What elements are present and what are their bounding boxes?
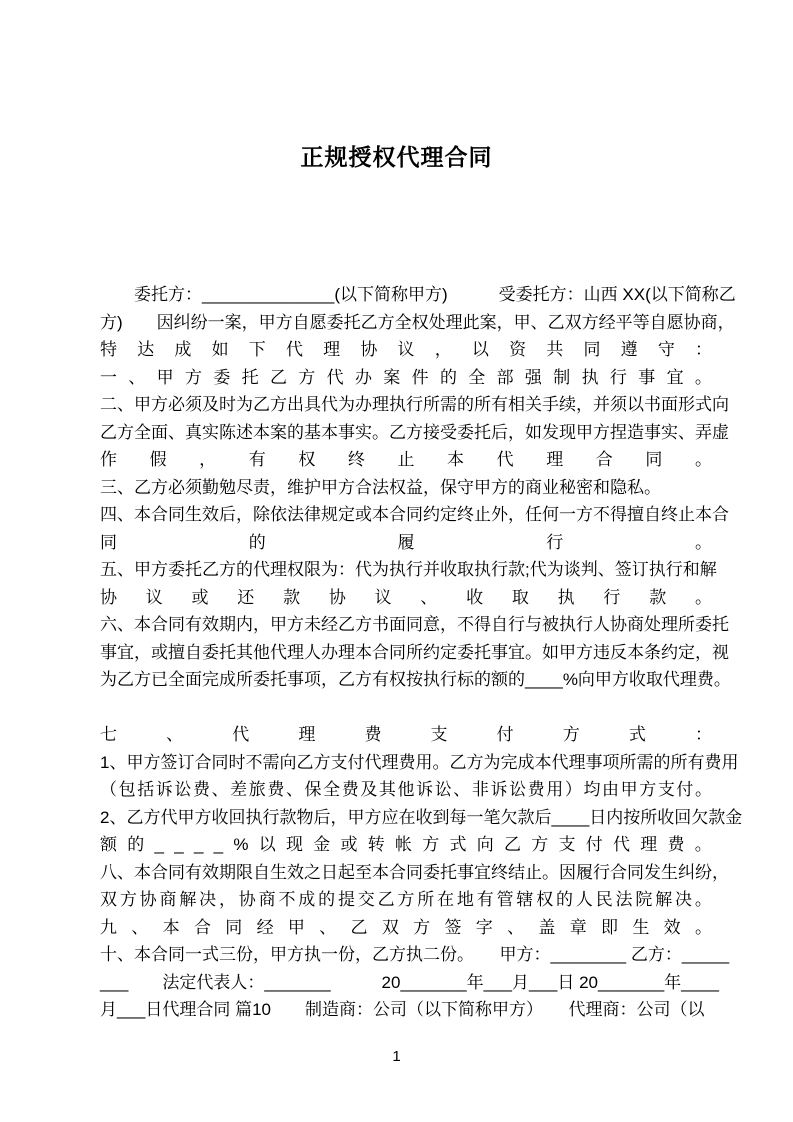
doc-char: 部 (496, 367, 514, 387)
doc-char: 制 (553, 367, 571, 387)
doc-char: 帐 (395, 835, 412, 854)
doc-char: 同 (100, 532, 117, 552)
doc-char: 的 (318, 890, 336, 909)
doc-char: 共 (546, 340, 564, 359)
doc-char: 止 (397, 450, 415, 469)
doc-char: 或 (340, 835, 358, 854)
doc-char: 费 (192, 780, 210, 799)
doc-line (100, 529, 712, 557)
doc-line (100, 694, 712, 722)
doc-char: 转 (367, 835, 385, 854)
doc-char: _ (193, 835, 204, 854)
doc-char: 讼 (509, 780, 527, 799)
doc-char: 。 (694, 587, 712, 607)
doc-char: 代 (496, 450, 514, 469)
doc-char: 、 (319, 917, 337, 937)
doc-char: 九 (100, 917, 117, 937)
doc-char: 达 (137, 340, 155, 359)
doc-char: 理 (323, 340, 341, 359)
doc-char: 宜 (666, 367, 684, 387)
doc-line: 五、甲方委托乙方的代理权限为：代为执行并收取执行款;代为谈判、签订执行和解 (100, 560, 717, 579)
doc-char: 方 (531, 835, 549, 854)
doc-char: 不 (278, 890, 296, 909)
doc-char: ， (199, 450, 217, 469)
doc-char: 方 (562, 725, 580, 744)
doc-char: % (233, 835, 249, 854)
doc-char: 式 (628, 725, 646, 744)
doc-char: 特 (100, 340, 117, 359)
doc-char: 协 (328, 587, 346, 607)
doc-char: 款 (649, 587, 667, 607)
doc-char: 议 (145, 587, 163, 607)
doc-line (100, 446, 712, 474)
doc-char: 本 (162, 917, 180, 937)
doc-char: 费 (364, 725, 382, 744)
doc-char: 决 (199, 890, 217, 909)
doc-char: 。 (694, 367, 712, 387)
doc-char: 协 (139, 890, 157, 909)
doc-char: 费 (341, 780, 359, 799)
doc-line: 2、乙方代甲方收回执行款物后，甲方应在收到每一笔欠款后____日内按所收回欠款金 (100, 807, 743, 827)
doc-char: 讼 (434, 780, 452, 799)
doc-char: 遵 (620, 340, 638, 359)
doc-char: 行 (546, 532, 564, 552)
doc-char: 字 (475, 917, 493, 937)
doc-char: 方 (639, 780, 657, 799)
doc-char: 付 (496, 725, 514, 744)
doc-char: 有 (476, 890, 494, 909)
doc-char: 、 (128, 367, 146, 387)
doc-char: 全 (468, 367, 486, 387)
doc-line: 为乙方已全面完成所委托事项，乙方有权按执行标的额的____%向甲方收取代理费。 (100, 670, 731, 689)
doc-char: 的 (439, 367, 457, 387)
doc-char: 、 (285, 780, 303, 799)
doc-line: 1、甲方签订合同时不需向乙方支付代理费用。乙方为完成本代理事项所需的所有费用 (100, 752, 739, 772)
doc-char: ： (694, 725, 712, 744)
doc-char: 执 (557, 587, 575, 607)
doc-char: 商 (159, 890, 177, 909)
doc-char: 现 (286, 835, 303, 854)
doc-char: ） (564, 780, 582, 799)
doc-line (100, 584, 712, 612)
doc-line (100, 831, 712, 859)
doc-char: 用 (546, 780, 564, 799)
doc-char: 其 (378, 780, 396, 799)
doc-char: 一 (100, 367, 117, 387)
doc-char: 以 (471, 340, 489, 359)
doc-char: _ (154, 835, 164, 854)
doc-char: 付 (585, 835, 603, 854)
doc-char: _ (213, 835, 224, 854)
doc-char: 费 (267, 780, 285, 799)
doc-char: 收 (466, 587, 484, 607)
doc-line: 三、乙方必须勤勉尽责，维护甲方合法权益，保守甲方的商业秘密和隐私。 (100, 477, 661, 497)
document-body (100, 281, 743, 1024)
doc-char: 本 (447, 450, 465, 469)
doc-char: 方 (119, 890, 137, 909)
document-title: 正规授权代理合同 (300, 144, 493, 170)
doc-char: 七 (100, 725, 117, 744)
doc-char: 的 (556, 890, 574, 909)
doc-char: 包 (118, 780, 136, 799)
doc-line: 月___日代理合同 篇10 制造商：公司（以下简称甲方） 代理商：公司（以 (100, 1000, 705, 1019)
doc-char: 还 (237, 587, 255, 607)
doc-char: 费 (667, 835, 685, 854)
doc-char: 理 (640, 835, 658, 854)
doc-char: 、 (166, 725, 184, 744)
doc-char: 非 (471, 780, 489, 799)
doc-char: 差 (230, 780, 248, 799)
doc-char: 式 (449, 835, 467, 854)
doc-char: 支 (430, 725, 448, 744)
doc-char: 即 (601, 917, 618, 937)
doc-char: 。 (694, 917, 712, 937)
doc-char: 交 (357, 890, 375, 909)
doc-char: 的 (248, 532, 266, 552)
doc-char: 支 (657, 780, 675, 799)
doc-line: 方) 因纠纷一案，甲方自愿委托乙方全权处理此案，甲、乙双方经平等自愿协商， (100, 312, 735, 332)
doc-char: 。 (694, 450, 712, 469)
doc-line: 乙方全面、真实陈述本案的基本事实。乙方接受委托后，如发现甲方捏造事实、弄虚 (100, 422, 729, 442)
doc-char: 代 (232, 725, 250, 744)
doc-char: 解 (179, 890, 197, 909)
doc-char: 人 (575, 890, 593, 909)
doc-char: 。 (694, 835, 712, 854)
doc-char: 院 (635, 890, 653, 909)
doc-char: 在 (437, 890, 455, 909)
doc-char: ： (695, 340, 712, 359)
doc-char: 理 (298, 725, 316, 744)
doc-char: 效 (663, 917, 681, 937)
doc-char: 办 (354, 367, 372, 387)
doc-char: 资 (509, 340, 527, 359)
doc-line (100, 721, 712, 749)
doc-line (100, 914, 712, 942)
doc-char: 金 (313, 835, 331, 854)
doc-char: 辖 (516, 890, 534, 909)
doc-char: 款 (283, 587, 301, 607)
doc-char: 方 (298, 367, 316, 387)
doc-char: 支 (558, 835, 576, 854)
doc-line (100, 776, 712, 804)
doc-char: 事 (638, 367, 656, 387)
doc-char: 生 (632, 917, 650, 937)
doc-char: 行 (609, 367, 627, 387)
doc-char: 终 (347, 450, 365, 469)
doc-char: 商 (258, 890, 276, 909)
doc-char: 、 (453, 780, 471, 799)
doc-line (100, 336, 712, 364)
doc-char: 合 (595, 450, 613, 469)
doc-char: 托 (241, 367, 259, 387)
doc-char: 讼 (174, 780, 192, 799)
doc-char: 签 (444, 917, 462, 937)
doc-char: 方 (413, 917, 431, 937)
doc-char: 方 (397, 890, 415, 909)
doc-char: 代 (326, 367, 344, 387)
doc-char: 成 (298, 890, 316, 909)
doc-line: ___ 法定代表人：_______ 20_______年___月___日 20_______年____ (100, 972, 719, 992)
doc-char: 的 (127, 835, 145, 854)
doc-char: 甲 (287, 917, 305, 937)
doc-char: 及 (360, 780, 378, 799)
doc-char: 协 (360, 340, 378, 359)
doc-char: 经 (256, 917, 274, 937)
doc-line (100, 364, 712, 392)
doc-char: 强 (524, 367, 542, 387)
doc-char: 以 (258, 835, 276, 854)
doc-char: 诉 (416, 780, 434, 799)
doc-char: 向 (476, 835, 494, 854)
doc-char: 行 (603, 587, 621, 607)
doc-char: 保 (304, 780, 322, 799)
doc-char: 乙 (269, 367, 287, 387)
doc-char: 有 (248, 450, 266, 469)
doc-char: 提 (337, 890, 355, 909)
doc-char: 均 (583, 780, 601, 799)
doc-char: 下 (248, 340, 266, 359)
doc-char: 。 (695, 780, 712, 799)
doc-char: 。 (694, 890, 712, 909)
doc-char: 解 (655, 890, 673, 909)
doc-line: 四、本合同生效后，除依法律规定或本合同约定终止外，任何一方不得擅自终止本合 (100, 505, 729, 524)
doc-char: 同 (225, 917, 243, 937)
doc-char: 甲 (156, 367, 174, 387)
doc-char: 民 (595, 890, 613, 909)
doc-line (100, 886, 712, 914)
doc-char: 额 (100, 835, 117, 854)
doc-char: 作 (100, 450, 117, 469)
doc-line: 八、本合同有效期限自生效之日起至本合同委托事宜终结止。因履行合同发生纠纷， (100, 862, 729, 882)
doc-char: 诉 (155, 780, 173, 799)
doc-char: 假 (149, 450, 167, 469)
doc-char: 理 (546, 450, 564, 469)
doc-char: ， (218, 890, 236, 909)
doc-char: 取 (511, 587, 529, 607)
doc-char: 方 (422, 835, 440, 854)
doc-char: 旅 (248, 780, 266, 799)
doc-char: 法 (615, 890, 633, 909)
doc-char: 他 (397, 780, 415, 799)
doc-char: 括 (137, 780, 155, 799)
doc-char: 议 (397, 340, 415, 359)
doc-char: _ (174, 835, 184, 854)
doc-char: 盖 (538, 917, 556, 937)
doc-char: 守 (657, 340, 675, 359)
doc-char: 履 (397, 532, 415, 552)
doc-char: 付 (676, 780, 694, 799)
doc-char: 。 (695, 532, 712, 552)
doc-char: 地 (456, 890, 474, 909)
doc-char: 案 (383, 367, 401, 387)
doc-char: 权 (536, 890, 554, 909)
doc-line: 二、甲方必须及时为乙方出具代为办理执行所需的所有相关手续，并须以书面形式向 (100, 395, 729, 414)
doc-char: 合 (193, 917, 211, 937)
doc-line: 事宜，或擅自委托其他代理人办理本合同所约定委托事宜。如甲方违反本条约定，视 (100, 642, 729, 662)
doc-char: 同 (583, 340, 601, 359)
doc-char: 成 (174, 340, 192, 359)
doc-line: 十、本合同一式三份，甲方执一份，乙方执二份。 甲方：________ 乙方：_____ (100, 945, 730, 964)
doc-char: 双 (100, 890, 117, 909)
doc-char: 、 (131, 917, 149, 937)
doc-char: 所 (417, 890, 435, 909)
doc-char: 、 (420, 587, 438, 607)
doc-char: 章 (569, 917, 587, 937)
doc-char: （ (100, 780, 117, 799)
doc-char: 代 (285, 340, 303, 359)
doc-line: 委托方：______________(以下简称甲方) 受委托方：山西 XX(以下简称乙 (100, 285, 736, 304)
doc-char: 如 (211, 340, 229, 359)
doc-char: 议 (374, 587, 392, 607)
doc-char: 费 (527, 780, 545, 799)
doc-char: 、 (507, 917, 525, 937)
doc-char: 权 (298, 450, 316, 469)
doc-char: 代 (613, 835, 630, 854)
doc-line: 六、本合同有效期内，甲方未经乙方书面同意，不得自行与被执行人协商处理所委托 (100, 615, 729, 634)
doc-char: 甲 (620, 780, 638, 799)
doc-char: 协 (100, 587, 117, 607)
page-number: 1 (392, 1048, 401, 1065)
doc-char: 双 (381, 917, 399, 937)
doc-char: 委 (213, 367, 231, 387)
doc-char: 执 (581, 367, 599, 387)
doc-char: 乙 (504, 835, 521, 854)
doc-char: 乙 (350, 917, 368, 937)
doc-char: 或 (191, 587, 209, 607)
doc-char: 乙 (377, 890, 395, 909)
doc-char: 全 (323, 780, 341, 799)
doc-char: 件 (411, 367, 429, 387)
doc-char: 协 (238, 890, 256, 909)
doc-char: ， (434, 340, 452, 359)
doc-char: 由 (602, 780, 620, 799)
doc-char: 诉 (490, 780, 508, 799)
doc-char: 决 (675, 890, 693, 909)
doc-char: 同 (645, 450, 663, 469)
doc-char: 、 (211, 780, 229, 799)
doc-char: 方 (184, 367, 202, 387)
doc-char: 管 (496, 890, 514, 909)
